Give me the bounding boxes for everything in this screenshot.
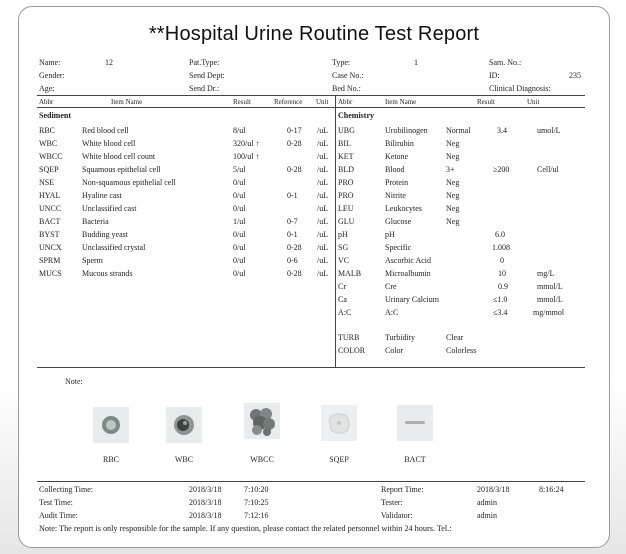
collecting-date: 2018/3/18 [189,485,222,494]
row-abbr: RBC [39,126,56,135]
report-title: **Hospital Urine Routine Test Report [148,23,480,45]
row-reference: 0-28 [287,243,302,252]
chem-value: 0.9 [498,282,508,291]
chem-name: Urinary Calcium [385,295,439,304]
gender-label: Gender: [39,71,65,80]
row-result: 0/ul [233,243,246,252]
row-reference: 0-1 [287,230,298,239]
row-name: White blood cell [82,139,136,148]
phys-name: Color [385,346,404,355]
chem-unit: mg/L [537,269,555,278]
chem-abbr: MALB [338,269,362,278]
report-card [18,6,610,548]
chem-name: A:C [385,308,399,317]
rbc-cell-icon [93,407,129,443]
chem-abbr: GLU [338,217,355,226]
row-unit: /uL [317,165,329,174]
phys-qual: Clear [446,333,464,342]
chem-qual: Neg [446,139,460,148]
row-unit: /uL [317,139,329,148]
image-label-bact: BACT [404,455,426,464]
send-dept-label: Send Dept: [189,71,225,80]
phys-abbr: COLOR [338,346,366,355]
test-time: 7:10:25 [244,498,269,507]
row-result: 320/ul ↑ [233,139,260,148]
audit-date: 2018/3/18 [189,511,222,520]
chem-unit: mg/mmol [533,308,565,317]
chem-unit: umol/L [537,126,561,135]
row-abbr: SPRM [39,256,61,265]
row-abbr: UNCC [39,204,62,213]
chem-name: Urobilinogen [385,126,428,135]
chem-value: 10 [498,269,506,278]
row-unit: /uL [317,256,329,265]
chem-abbr: A:C [338,308,352,317]
validator-label: Validator: [381,511,413,520]
row-abbr: WBCC [39,152,63,161]
row-result: 5/ul [233,165,246,174]
chem-abbr: VC [338,256,350,265]
id-label: ID: [489,71,500,80]
chem-abbr: KET [338,152,354,161]
row-result: 1/ul [233,217,246,226]
row-abbr: UNCX [39,243,62,252]
chem-unit: mmol/L [537,295,563,304]
phys-qual: Colorless [446,346,477,355]
chemistry-title: Chemistry [338,111,374,120]
phys-abbr: TURB [338,333,360,342]
chem-abbr: Cr [338,282,346,291]
row-reference: 0-28 [287,269,302,278]
row-result: 0/ul [233,204,246,213]
header-rule-top [37,95,585,96]
send-dr-label: Send Dr.: [189,84,220,93]
audit-time-label: Audit Time: [39,511,78,520]
row-unit: /uL [317,217,329,226]
chem-unit: Cell/ul [537,165,559,174]
squamous-cell-icon [321,405,357,441]
row-name: Hyaline cast [82,191,122,200]
header-rule-bottom [37,107,585,108]
row-reference: 0-7 [287,217,298,226]
chem-name: Leukocytes [385,204,422,213]
image-label-sqep: SQEP [329,455,349,464]
age-label: Age: [39,84,55,93]
chem-name: Bilirubin [385,139,414,148]
left-header-item: Item Name [111,98,143,106]
row-name: Unclassified cast [82,204,137,213]
tester-value: admin [477,498,497,507]
right-header-abbr: Abbr [338,98,353,106]
tester-label: Tester: [381,498,403,507]
type-value: 1 [414,58,418,67]
image-label-wbc: WBC [174,455,194,464]
row-name: Non-squamous epithelial cell [82,178,176,187]
chem-abbr: PRO [338,178,354,187]
chem-value: ≤1.0 [493,295,508,304]
row-name: Unclassified crystal [82,243,146,252]
chem-abbr: BLD [338,165,354,174]
chem-value: 3.4 [497,126,507,135]
chem-qual: Neg [446,178,460,187]
chem-value: 0 [500,256,504,265]
pat-type-label: Pat.Type: [189,58,220,67]
chem-qual: Neg [446,152,460,161]
type-label: Type: [332,58,351,67]
note-label: Note: [65,377,83,386]
chem-unit: mmol/L [537,282,563,291]
chem-name: Ketone [385,152,409,161]
chem-abbr: BIL [338,139,351,148]
chem-value: ≤3.4 [493,308,508,317]
report-date: 2018/3/18 [477,485,510,494]
report-time-label: Report Time: [381,485,424,494]
row-name: Sperm [82,256,103,265]
collecting-time: 7:10:20 [244,485,269,494]
row-abbr: HYAL [39,191,61,200]
chem-name: Microalbumin [385,269,431,278]
right-header-item: Item Name [385,98,417,106]
row-reference: 0-1 [287,191,298,200]
test-date: 2018/3/18 [189,498,222,507]
wbc-cell-icon [166,407,202,443]
right-header-unit: Unit [527,98,540,106]
row-abbr: BACT [39,217,61,226]
phys-name: Turbidity [385,333,415,342]
image-label-wbcc: WBCC [250,455,274,464]
row-reference: 0-28 [287,139,302,148]
wbc-cluster-icon [244,403,280,439]
row-unit: /uL [317,204,329,213]
row-abbr: MUCS [39,269,62,278]
audit-time: 7:12:16 [244,511,269,520]
chem-abbr: Ca [338,295,347,304]
row-unit: /uL [317,126,329,135]
right-header-result: Result [477,98,495,106]
row-name: White blood cell count [82,152,156,161]
row-result: 0/ul [233,230,246,239]
chem-name: Glucose [385,217,412,226]
bed-no-label: Bed No.: [332,84,361,93]
sam-no-label: Sam. No.: [489,58,522,67]
row-result: 0/ul [233,191,246,200]
chem-name: Protein [385,178,409,187]
row-reference: 0-28 [287,165,302,174]
chem-value: 6.0 [495,230,505,239]
row-result: 8/ul [233,126,246,135]
chem-qual: Neg [446,204,460,213]
chem-qual: Normal [446,126,471,135]
case-no-label: Case No.: [332,71,364,80]
row-abbr: NSE [39,178,55,187]
chem-name: Nitrite [385,191,406,200]
disclaimer: Note: The report is only responsible for the sample. If any question, please contact the related personnel within 24 hours. Tel.: [39,524,452,533]
row-name: Budding yeast [82,230,128,239]
left-header-reference: Reference [274,98,303,106]
chem-abbr: PRO [338,191,354,200]
row-abbr: WBC [39,139,58,148]
left-header-unit: Unit [316,98,329,106]
chem-abbr: pH [338,230,348,239]
row-reference: 0-17 [287,126,302,135]
chem-qual: 3+ [446,165,455,174]
row-result: 0/ul [233,256,246,265]
chem-value: ≥200 [493,165,510,174]
chem-name: Ascorbic Acid [385,256,431,265]
row-result: 0/ul [233,178,246,187]
left-header-result: Result [233,98,251,106]
chem-name: Blood [385,165,405,174]
footer-rule [37,481,585,482]
chem-value: 1.008 [492,243,510,252]
id-value: 235 [569,71,581,80]
image-label-rbc: RBC [102,455,119,464]
test-time-label: Test Time: [39,498,73,507]
row-unit: /uL [317,269,329,278]
collecting-time-label: Collecting Time: [39,485,94,494]
row-name: Bacteria [82,217,109,226]
chem-qual: Neg [446,191,460,200]
name-label: Name: [39,58,61,67]
row-name: Red blood cell [82,126,129,135]
chem-name: Cre [385,282,397,291]
row-name: Mucous strands [82,269,133,278]
left-header-abbr: Abbr [39,98,54,106]
row-unit: /uL [317,178,329,187]
chem-name: Specific [385,243,412,252]
table-rule-bottom [37,367,585,368]
column-divider [335,96,336,368]
row-result: 0/ul [233,269,246,278]
chem-abbr: LEU [338,204,354,213]
sediment-title: Sediment [39,111,71,120]
chem-abbr: SG [338,243,349,252]
row-unit: /uL [317,243,329,252]
row-result: 100/ul ↑ [233,152,260,161]
chem-name: pH [385,230,395,239]
row-unit: /uL [317,152,329,161]
chem-qual: Neg [446,217,460,226]
chem-abbr: UBG [338,126,355,135]
row-reference: 0-6 [287,256,298,265]
row-unit: /uL [317,230,329,239]
row-abbr: SQEP [39,165,59,174]
validator-value: admin [477,511,497,520]
row-unit: /uL [317,191,329,200]
report-time: 8:16:24 [539,485,564,494]
clinical-diagnosis-label: Clinical Diagnosis: [489,84,551,93]
row-name: Squamous epithelial cell [82,165,161,174]
row-abbr: BYST [39,230,60,239]
name-value: 12 [105,58,113,67]
bacteria-icon [397,405,433,441]
